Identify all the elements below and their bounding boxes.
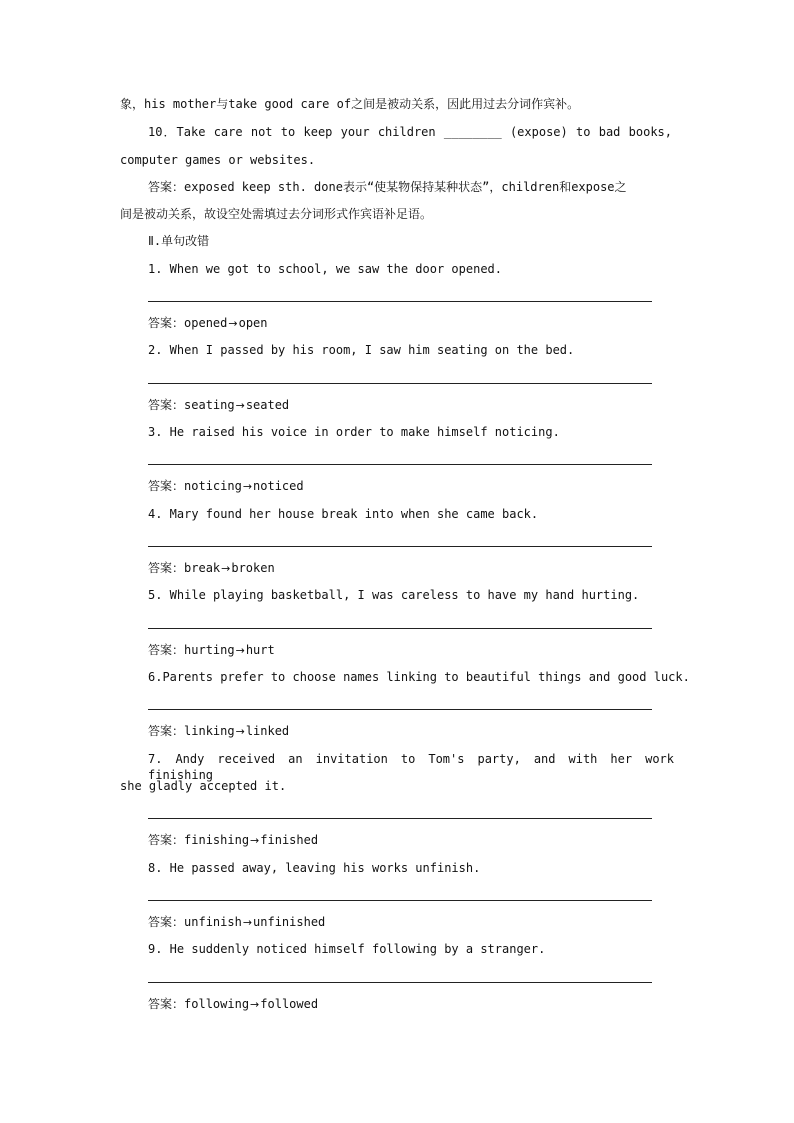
answer-5 — [148, 642, 275, 659]
answer-blank-3 — [148, 464, 652, 465]
answer-4 — [148, 560, 275, 577]
arrow-icon: → — [250, 834, 260, 847]
arrow-icon: → — [235, 725, 245, 738]
wrong-word: linking — [184, 724, 235, 738]
arrow-icon: → — [235, 399, 245, 412]
correct-word: broken — [231, 561, 275, 575]
answer-label: 答案： — [148, 479, 185, 493]
correct-word: seated — [245, 398, 290, 412]
question-10-answer-line-2: 间是被动关系，故设空处需填过去分词形式作宾语补足语。 — [120, 207, 433, 221]
question-3: 3. He raised his voice in order to make himself noticing. — [148, 425, 560, 439]
answer-blank-7 — [148, 818, 652, 819]
answer-blank-8 — [148, 900, 652, 901]
correct-word: unfinished — [253, 915, 326, 929]
answer-blank-6 — [148, 709, 652, 710]
answer-label: 答案： — [148, 833, 185, 847]
arrow-icon: → — [228, 317, 238, 330]
answer-blank-5 — [148, 628, 652, 629]
answer-label: 答案： — [148, 398, 185, 412]
answer-blank-4 — [148, 546, 652, 547]
arrow-icon: → — [235, 644, 245, 657]
answer-label: 答案： — [148, 561, 185, 575]
intro-line: 象，his mother与take good care of之间是被动关系，因此用过去分词作宾补。 — [120, 97, 580, 111]
question-6: 6.Parents prefer to choose names linking to beautiful things and good luck. — [148, 670, 690, 684]
answer-9 — [148, 996, 318, 1013]
answer-6 — [148, 723, 289, 740]
section-title: Ⅱ.单句改错 — [148, 234, 210, 248]
correct-word: hurt — [245, 643, 275, 657]
wrong-word: finishing — [184, 833, 250, 847]
answer-1 — [148, 315, 268, 332]
question-1: 1. When we got to school, we saw the door opened. — [148, 262, 503, 276]
question-4: 4. Mary found her house break into when she came back. — [148, 507, 539, 521]
answer-8 — [148, 914, 325, 931]
question-5: 5. While playing basketball, I was careless to have my hand hurting. — [148, 588, 640, 602]
wrong-word: following — [184, 997, 250, 1011]
correct-word: linked — [245, 724, 290, 738]
question-10-line-1: 10．Take care not to keep your children ________ (expose) to bad books, — [148, 125, 672, 139]
answer-label: 答案： — [148, 997, 185, 1011]
correct-word: followed — [260, 997, 319, 1011]
correct-word: noticed — [253, 479, 304, 493]
answer-7 — [148, 832, 318, 849]
arrow-icon: → — [242, 916, 253, 929]
answer-blank-2 — [148, 383, 652, 384]
question-7-line-2: she gladly accepted it. — [120, 779, 287, 793]
answer-2 — [148, 397, 289, 414]
wrong-word: hurting — [184, 643, 235, 657]
arrow-icon: → — [221, 562, 231, 575]
answer-label: 答案： — [148, 724, 185, 738]
answer-label: 答案： — [148, 915, 185, 929]
wrong-word: opened — [184, 316, 228, 330]
wrong-word: seating — [184, 398, 235, 412]
question-10-line-2: computer games or websites. — [120, 153, 316, 167]
correct-word: open — [238, 316, 268, 330]
question-8: 8. He passed away, leaving his works unfinish. — [148, 861, 481, 875]
wrong-word: unfinish — [184, 915, 242, 929]
question-2: 2. When I passed by his room, I saw him seating on the bed. — [148, 343, 575, 357]
answer-blank-9 — [148, 982, 652, 983]
wrong-word: break — [184, 561, 221, 575]
correct-word: finished — [260, 833, 319, 847]
question-7-line-1: 7. Andy received an invitation to Tom's party, and with her work finishing — [148, 752, 674, 782]
answer-label: 答案： — [148, 316, 185, 330]
question-10-answer-line-1: 答案：exposed keep sth. done表示“使某物保持某种状态”，children和expose之 — [148, 180, 627, 194]
answer-blank-1 — [148, 301, 652, 302]
arrow-icon: → — [242, 480, 253, 493]
wrong-word: noticing — [184, 479, 242, 493]
answer-3 — [148, 478, 304, 495]
answer-label: 答案： — [148, 643, 185, 657]
arrow-icon: → — [250, 998, 260, 1011]
question-9: 9. He suddenly noticed himself following by a stranger. — [148, 942, 546, 956]
